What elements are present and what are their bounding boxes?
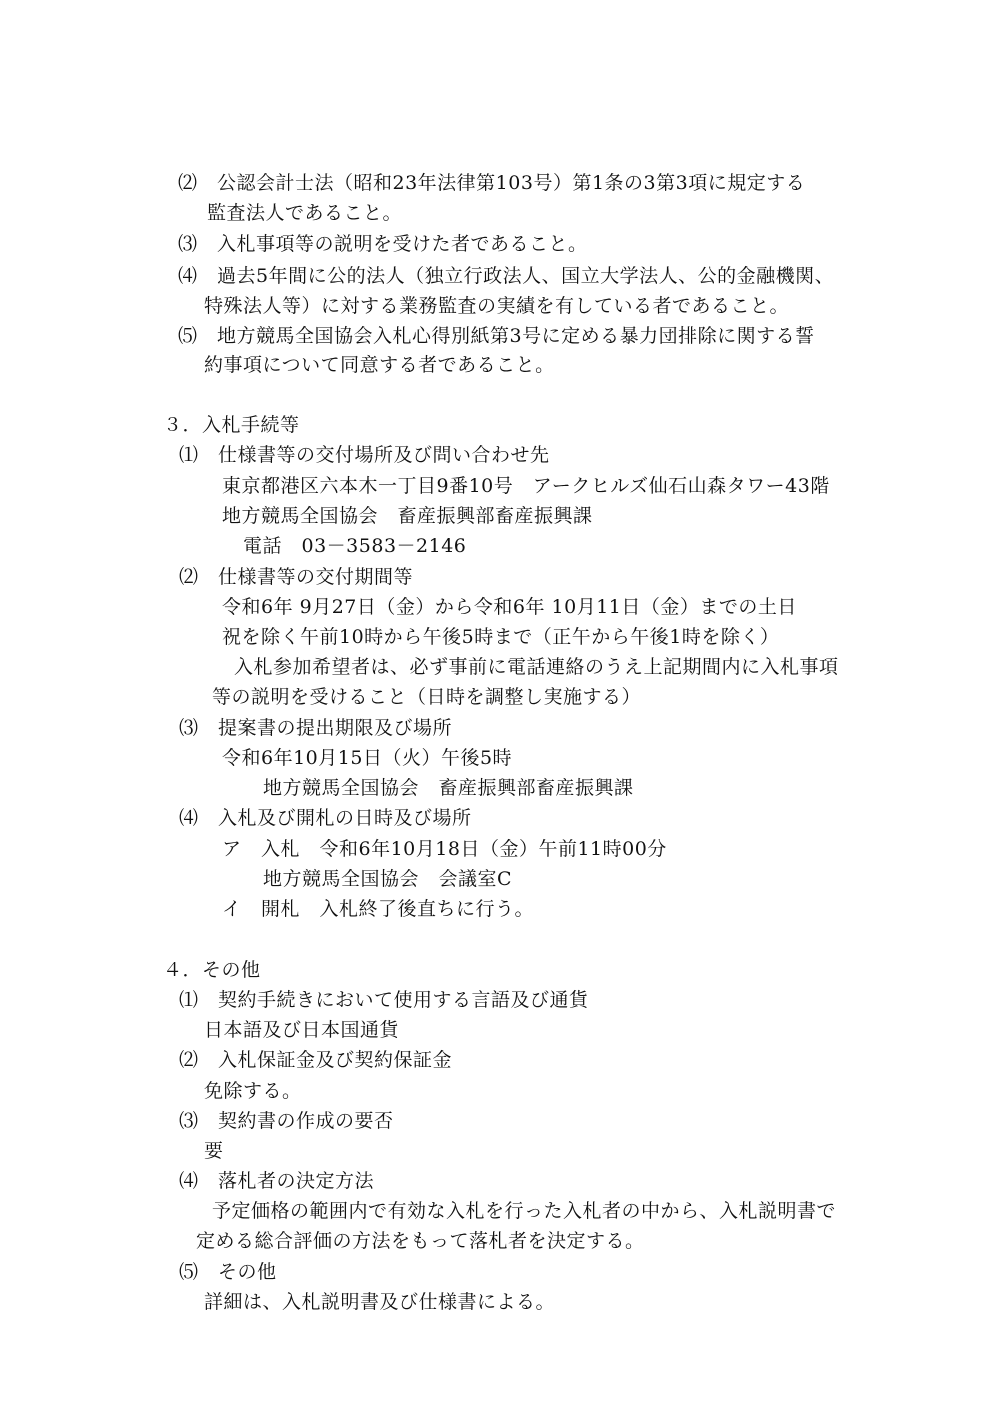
s3-item-4-bid-datetime: ア 入札 令和6年10月18日（金）午前11時00分 — [222, 838, 667, 860]
s4-item-2-heading: ⑵ 入札保証金及び契約保証金 — [179, 1049, 453, 1071]
s3-item-2-period-line-1: 令和6年 9月27日（金）から令和6年 10月11日（金）までの土日 — [222, 596, 797, 618]
s3-item-3-place: 地方競馬全国協会 畜産振興部畜産振興課 — [263, 777, 634, 799]
s4-item-1-heading: ⑴ 契約手続きにおいて使用する言語及び通貨 — [179, 989, 589, 1011]
s4-item-4-body-line-2: 定める総合評価の方法をもって落札者を決定する。 — [196, 1230, 645, 1252]
item-2-line-1: ⑵ 公認会計士法（昭和23年法律第103号）第1条の3第3項に規定する — [178, 172, 806, 194]
item-5-line-1: ⑸ 地方競馬全国協会入札心得別紙第3号に定める暴力団排除に関する誓 — [178, 325, 815, 347]
s4-item-5-body: 詳細は、入札説明書及び仕様書による。 — [204, 1291, 556, 1313]
section-3-heading: ３．入札手続等 — [163, 414, 300, 436]
s4-item-2-body: 免除する。 — [204, 1080, 302, 1102]
section-4-heading: ４．その他 — [163, 959, 261, 981]
s3-item-2-heading: ⑵ 仕様書等の交付期間等 — [179, 566, 414, 588]
s4-item-4-heading: ⑷ 落札者の決定方法 — [179, 1170, 375, 1192]
item-2-line-2: 監査法人であること。 — [207, 202, 403, 224]
s3-item-3-deadline: 令和6年10月15日（火）午後5時 — [222, 747, 513, 769]
item-3-line-1: ⑶ 入札事項等の説明を受けた者であること。 — [178, 233, 588, 255]
item-5-line-2: 約事項について同意する者であること。 — [204, 354, 555, 376]
s4-item-3-heading: ⑶ 契約書の作成の要否 — [179, 1110, 394, 1132]
s3-item-2-note-line-2: 等の説明を受けること（日時を調整し実施する） — [212, 686, 642, 708]
s4-item-3-body: 要 — [204, 1140, 224, 1162]
s3-item-1-address: 東京都港区六本木一丁目9番10号 アークヒルズ仙石山森タワー43階 — [222, 475, 830, 497]
s3-item-1-heading: ⑴ 仕様書等の交付場所及び問い合わせ先 — [179, 444, 550, 466]
s3-item-4-heading: ⑷ 入札及び開札の日時及び場所 — [179, 807, 472, 829]
s4-item-1-body: 日本語及び日本国通貨 — [204, 1019, 400, 1041]
s3-item-1-phone: 電話 03－3583－2146 — [243, 535, 467, 557]
s3-item-4-opening: イ 開札 入札終了後直ちに行う。 — [222, 898, 535, 920]
s3-item-2-period-line-2: 祝を除く午前10時から午後5時まで（正午から午後1時を除く） — [222, 626, 780, 648]
item-4-line-2: 特殊法人等）に対する業務監査の実績を有している者であること。 — [204, 295, 790, 317]
s3-item-3-heading: ⑶ 提案書の提出期限及び場所 — [179, 717, 453, 739]
item-4-line-1: ⑷ 過去5年間に公的法人（独立行政法人、国立大学法人、公的金融機関、 — [178, 265, 835, 287]
s3-item-2-note-line-1: 入札参加希望者は、必ず事前に電話連絡のうえ上記期間内に入札事項 — [234, 656, 839, 678]
s3-item-1-department: 地方競馬全国協会 畜産振興部畜産振興課 — [222, 505, 593, 527]
s4-item-5-heading: ⑸ その他 — [179, 1261, 277, 1283]
s3-item-4-bid-place: 地方競馬全国協会 会議室C — [263, 868, 513, 890]
s4-item-4-body-line-1: 予定価格の範囲内で有効な入札を行った入札者の中から、入札説明書で — [212, 1200, 837, 1222]
